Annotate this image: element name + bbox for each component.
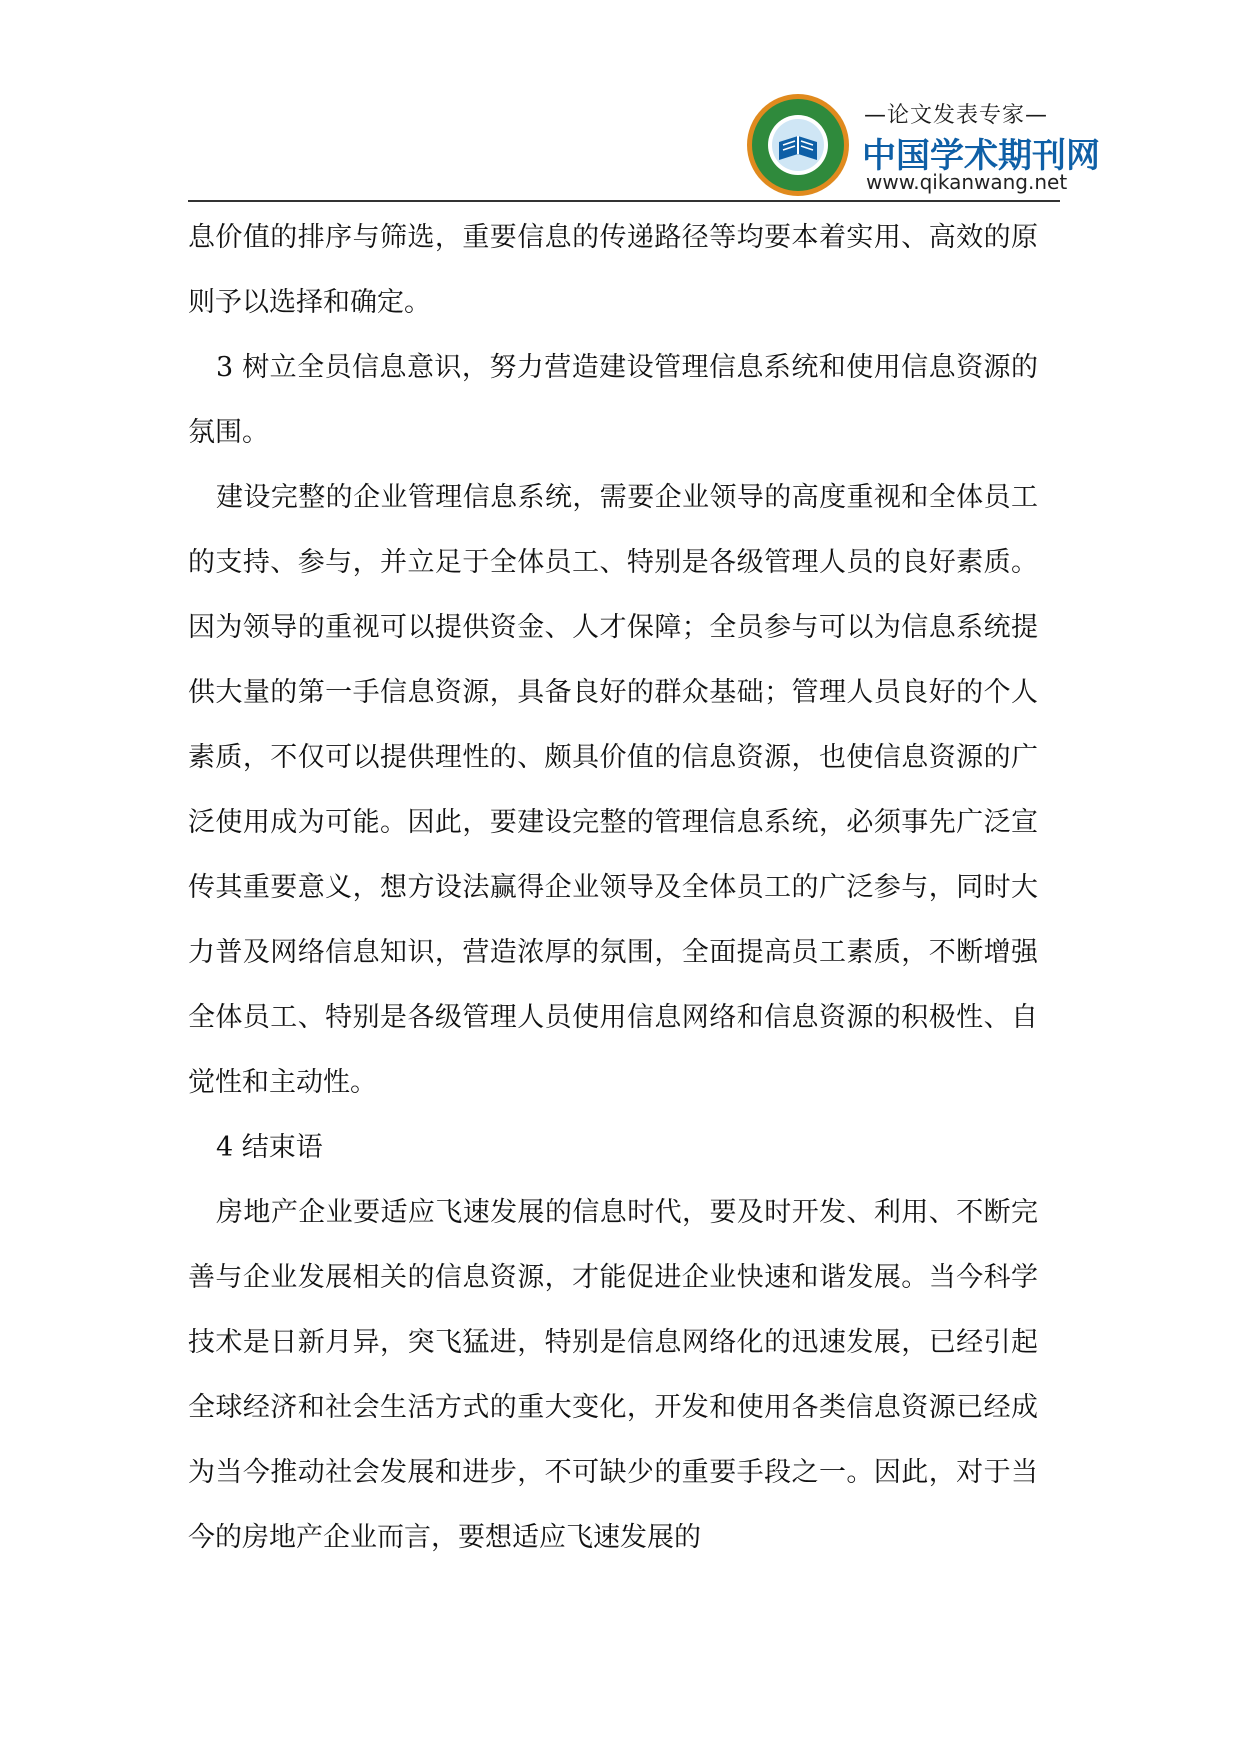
journal-seal-logo [745,92,851,198]
brand-slogan: —论文发表专家— [864,103,1049,128]
paragraph-continuation: 息价值的排序与筛选，重要信息的传递路径等均要本着实用、高效的原则予以选择和确定。 [188,222,1038,318]
brand-url: www.qikanwang.net [866,170,1068,194]
paragraph-conclusion: 房地产企业要适应飞速发展的信息时代，要及时开发、利用、不断完善与企业发展相关的信息资源，才能促进企业快速和谐发展。当今科学技术是日新月异，突飞猛进，特别是信息网络化的迅速发展，已经引起全球经济和社会生活方式的重大变化，开发和使用各类信息资源已经成为当今推动社会发展和进步，不可缺少的重要手段之一。因此，对于当今的房地产企业而言，要想适应飞速发展的 [188,1197,1038,1553]
brand-name: 中国学术期刊网 [862,136,1100,176]
header-divider [188,200,1060,202]
journal-brand-block [862,98,1100,198]
section-heading-3: 3 树立全员信息意识，努力营造建设管理信息系统和使用信息资源的氛围。 [188,352,1038,448]
article-body [188,205,1038,1570]
section-heading-4: 4 结束语 [216,1132,323,1163]
paragraph-section-3: 建设完整的企业管理信息系统，需要企业领导的高度重视和全体员工的支持、参与，并立足于全体员工、特别是各级管理人员的良好素质。因为领导的重视可以提供资金、人才保障；全员参与可以为信息系统提供大量的第一手信息资源，具备良好的群众基础；管理人员良好的个人素质，不仅可以提供理性的、颇具价值的信息资源，也使信息资源的广泛使用成为可能。因此，要建设完整的管理信息系统，必须事先广泛宣传其重要意义，想方设法赢得企业领导及全体员工的广泛参与，同时大力普及网络信息知识，营造浓厚的氛围，全面提高员工素质，不断增强全体员工、特别是各级管理人员使用信息网络和信息资源的积极性、自觉性和主动性。 [188,482,1038,1098]
